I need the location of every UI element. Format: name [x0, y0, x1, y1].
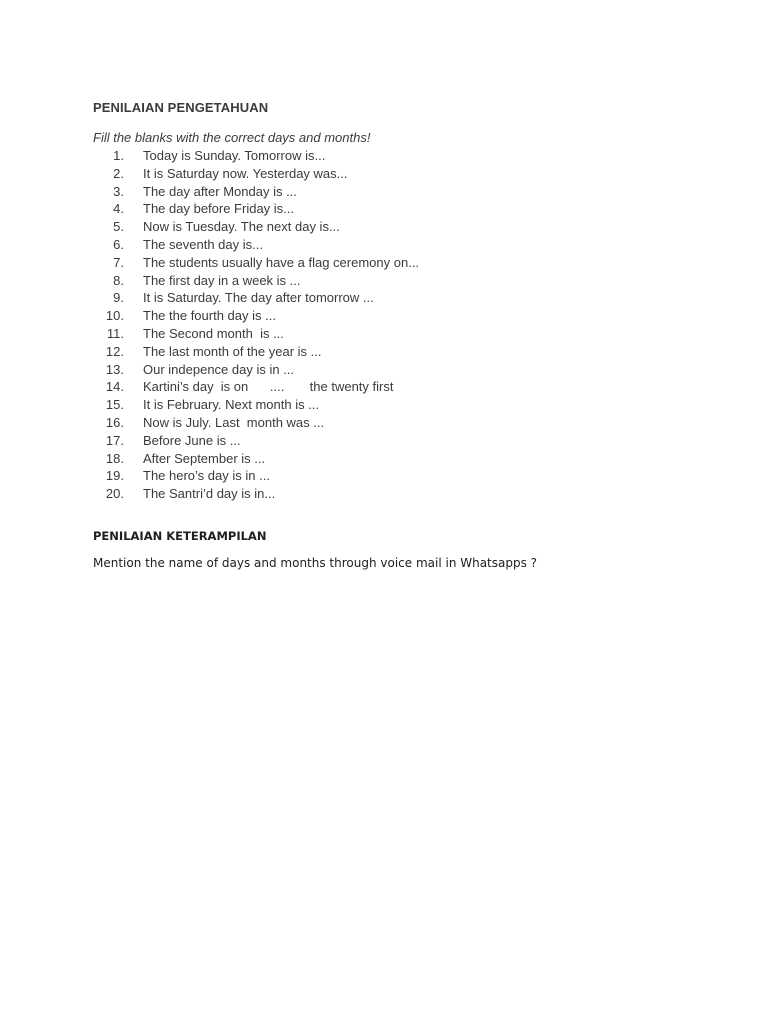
- question-item: [93, 165, 713, 183]
- question-text: Our indepence day is in ...: [143, 361, 295, 377]
- skills-task-prompt: Mention the name of days and months through voice mail in Whatsapps ?: [93, 555, 538, 570]
- question-number: 4.: [113, 201, 124, 217]
- question-item: [93, 307, 713, 325]
- question-item: [93, 343, 713, 361]
- question-number: 8.: [113, 272, 124, 288]
- question-text: It is February. Next month is ...: [143, 397, 320, 413]
- question-text: Before June is ...: [143, 432, 241, 448]
- question-text: Today is Sunday. Tomorrow is...: [143, 148, 326, 163]
- question-number: 16.: [105, 414, 124, 430]
- question-text: The seventh day is...: [143, 236, 263, 252]
- question-number: 19.: [105, 468, 124, 484]
- question-item: [93, 183, 713, 201]
- question-text: The hero’s day is in ...: [143, 468, 270, 484]
- question-item: [93, 272, 713, 290]
- question-text: The Santri’d day is in...: [143, 486, 276, 502]
- question-number: 10.: [105, 308, 124, 324]
- question-number: 3.: [113, 183, 124, 199]
- question-text: Kartini’s day is on .... the twenty first: [143, 379, 394, 395]
- question-item: [93, 378, 713, 396]
- question-text: The students usually have a flag ceremony on...: [143, 254, 420, 270]
- question-item: [93, 236, 713, 254]
- question-number: 13.: [105, 361, 124, 377]
- question-text: The day before Friday is...: [143, 201, 295, 217]
- question-text: After September is ...: [143, 450, 266, 466]
- question-number: 20.: [105, 486, 124, 502]
- question-number: 2.: [113, 165, 124, 181]
- question-number: 6.: [113, 236, 124, 252]
- question-item: [93, 485, 713, 503]
- question-number: 1.: [113, 148, 124, 163]
- question-item: [93, 200, 713, 218]
- question-text: The Second month is ...: [143, 325, 284, 341]
- question-item: [93, 325, 713, 343]
- question-number: 11.: [106, 325, 124, 341]
- question-number: 9.: [113, 290, 124, 306]
- question-item: [93, 289, 713, 307]
- knowledge-assessment-heading: PENILAIAN PENGETAHUAN: [93, 100, 269, 115]
- question-text: The last month of the year is ...: [143, 343, 322, 359]
- question-item: [93, 414, 713, 432]
- question-number: 5.: [113, 219, 124, 235]
- question-number: 14.: [105, 379, 124, 395]
- question-text: It is Saturday now. Yesterday was...: [143, 165, 348, 181]
- question-number: 18.: [105, 450, 124, 466]
- question-number: 12.: [105, 343, 124, 359]
- question-item: [93, 218, 713, 236]
- skills-assessment-heading: PENILAIAN KETERAMPILAN: [93, 528, 267, 543]
- question-list: [93, 147, 713, 503]
- question-number: 15.: [105, 397, 124, 413]
- document-content: [93, 100, 713, 571]
- question-item: [93, 147, 713, 165]
- question-text: The the fourth day is ...: [143, 308, 276, 324]
- question-text: Now is Tuesday. The next day is...: [143, 219, 340, 235]
- question-item: [93, 467, 713, 485]
- question-item: [93, 361, 713, 379]
- question-item: [93, 396, 713, 414]
- question-text: Now is July. Last month was ...: [143, 414, 325, 430]
- question-number: 7.: [113, 254, 124, 270]
- question-item: [93, 254, 713, 272]
- question-text: The first day in a week is ...: [143, 272, 301, 288]
- question-number: 17.: [105, 432, 124, 448]
- fill-blanks-instruction: Fill the blanks with the correct days and months!: [93, 130, 371, 145]
- question-item: [93, 450, 713, 468]
- question-item: [93, 432, 713, 450]
- question-text: The day after Monday is ...: [143, 183, 297, 199]
- question-text: It is Saturday. The day after tomorrow ...: [143, 290, 374, 306]
